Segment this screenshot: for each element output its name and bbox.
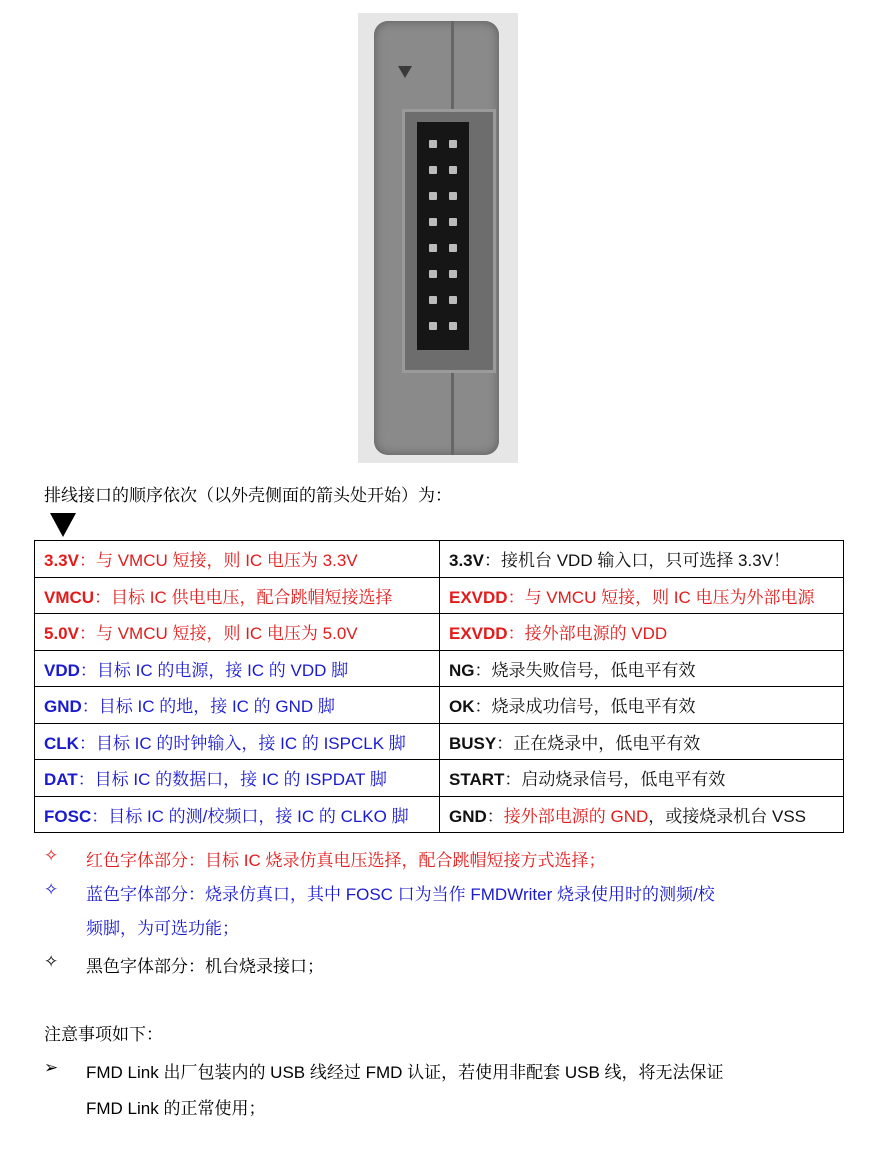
- pin-cell-left: [35, 796, 440, 833]
- caution-bullet-icon: ➢: [44, 1058, 59, 1077]
- pin-name: 3.3V: [44, 551, 79, 571]
- table-row: [35, 760, 844, 797]
- pin: [449, 270, 457, 278]
- pin-desc: ：接机台 VDD 输入口，只可选择 3.3V！: [483, 551, 791, 571]
- pin-cell-right: [440, 723, 844, 760]
- pin-name: GND: [44, 697, 82, 717]
- pin-desc: ：正在烧录中，低电平有效: [496, 733, 701, 753]
- note-red: 红色字体部分：目标 IC 烧录仿真电压选择，配合跳帽短接方式选择；: [86, 851, 606, 870]
- pin-desc: ：与 VMCU 短接，则 IC 电压为外部电源: [507, 587, 815, 607]
- pin-name: VMCU: [44, 587, 95, 607]
- pin-desc: ：烧录成功信号，低电平有效: [474, 697, 696, 717]
- pin-cell-right: [440, 614, 844, 651]
- note-bullet-icon: ✧: [44, 846, 59, 865]
- pin: [449, 296, 457, 304]
- pin-desc: ：: [486, 806, 504, 826]
- pin: [429, 270, 437, 278]
- pin-name: EXVDD: [449, 587, 508, 607]
- pin-cell-right: [440, 796, 844, 833]
- intro-text: 排线接口的顺序依次（以外壳侧面的箭头处开始）为：: [44, 486, 452, 505]
- note-black: 黑色字体部分：机台烧录接口；: [86, 957, 324, 976]
- note-bullet-icon: ✧: [44, 952, 59, 971]
- pin: [449, 192, 457, 200]
- table-row: [35, 796, 844, 833]
- pin: [449, 140, 457, 148]
- note-bullet-icon: ✧: [44, 880, 59, 899]
- note-blue: 蓝色字体部分：烧录仿真口，其中 FOSC 口为当作 FMDWriter 烧录使用时的测频/校: [86, 885, 715, 904]
- pin-desc: ：目标 IC 的电源，接 IC 的 VDD 脚: [79, 660, 349, 680]
- pin-name: OK: [449, 697, 475, 717]
- pin-cell-right: [440, 650, 844, 687]
- table-row: [35, 650, 844, 687]
- pin-cell-right: [440, 687, 844, 724]
- pin-name: GND: [449, 806, 487, 826]
- caution-text: FMD Link 出厂包装内的 USB 线经过 FMD 认证，若使用非配套 USB 线，将无法保证: [86, 1063, 724, 1082]
- pin-cell-left: [35, 687, 440, 724]
- pin: [449, 322, 457, 330]
- pin-desc: ：启动烧录信号，低电平有效: [504, 770, 726, 790]
- pin-name: 3.3V: [449, 551, 484, 571]
- pin-name: VDD: [44, 660, 80, 680]
- caution-title: 注意事项如下：: [44, 1025, 163, 1044]
- pin-name: NG: [449, 660, 475, 680]
- pin-cell-left: [35, 760, 440, 797]
- pin-name: CLK: [44, 733, 79, 753]
- table-row: [35, 614, 844, 651]
- note-blue-cont: 频脚，为可选功能；: [86, 919, 239, 938]
- pin: [429, 296, 437, 304]
- pin-cell-left: [35, 650, 440, 687]
- table-row: [35, 723, 844, 760]
- pin: [429, 140, 437, 148]
- table-row: [35, 577, 844, 614]
- pin-name: START: [449, 770, 505, 790]
- pin-name: DAT: [44, 770, 78, 790]
- pin-cell-right: [440, 577, 844, 614]
- pin: [429, 192, 437, 200]
- pin: [429, 244, 437, 252]
- pin-cell-left: [35, 541, 440, 578]
- pin: [449, 166, 457, 174]
- caution-text-cont: FMD Link 的正常使用；: [86, 1099, 266, 1118]
- pin-cell-right: [440, 760, 844, 797]
- pin-desc: ：目标 IC 供电电压，配合跳帽短接选择: [94, 587, 393, 607]
- connector-slot: [402, 109, 496, 373]
- pin-name: 5.0V: [44, 624, 79, 644]
- pin: [449, 218, 457, 226]
- pin: [429, 166, 437, 174]
- pin-name: BUSY: [449, 733, 497, 753]
- pin-header: [417, 122, 469, 350]
- pin-table: [34, 540, 844, 833]
- table-row: [35, 541, 844, 578]
- pin-cell-left: [35, 577, 440, 614]
- pin-desc: ：接外部电源的 VDD: [507, 624, 668, 644]
- pin-name: EXVDD: [449, 624, 508, 644]
- pin: [429, 322, 437, 330]
- device-photo: [358, 13, 518, 463]
- pin-desc: ：烧录失败信号，低电平有效: [474, 660, 696, 680]
- pin-desc: ：目标 IC 的测/校频口，接 IC 的 CLKO 脚: [91, 806, 409, 826]
- pin: [449, 244, 457, 252]
- device-body: [374, 21, 499, 455]
- pin-cell-left: [35, 614, 440, 651]
- pin-desc: ：与 VMCU 短接，则 IC 电压为 5.0V: [78, 624, 358, 644]
- case-arrow-icon: [398, 66, 412, 78]
- pin-desc-tail: ，或接烧录机台 VSS: [648, 806, 807, 826]
- pin-cell-right: [440, 541, 844, 578]
- pin-desc: ：目标 IC 的时钟输入，接 IC 的 ISPCLK 脚: [78, 733, 406, 753]
- pin1-triangle-icon: [50, 513, 76, 537]
- pin-desc: ：目标 IC 的数据口，接 IC 的 ISPDAT 脚: [77, 770, 387, 790]
- pin-desc: ：目标 IC 的地，接 IC 的 GND 脚: [81, 697, 335, 717]
- pin-name: FOSC: [44, 806, 92, 826]
- table-row: [35, 687, 844, 724]
- pin-cell-left: [35, 723, 440, 760]
- pin-desc: ：与 VMCU 短接，则 IC 电压为 3.3V: [78, 551, 358, 571]
- pin-desc-red: 接外部电源的 GND: [503, 806, 649, 826]
- pin: [429, 218, 437, 226]
